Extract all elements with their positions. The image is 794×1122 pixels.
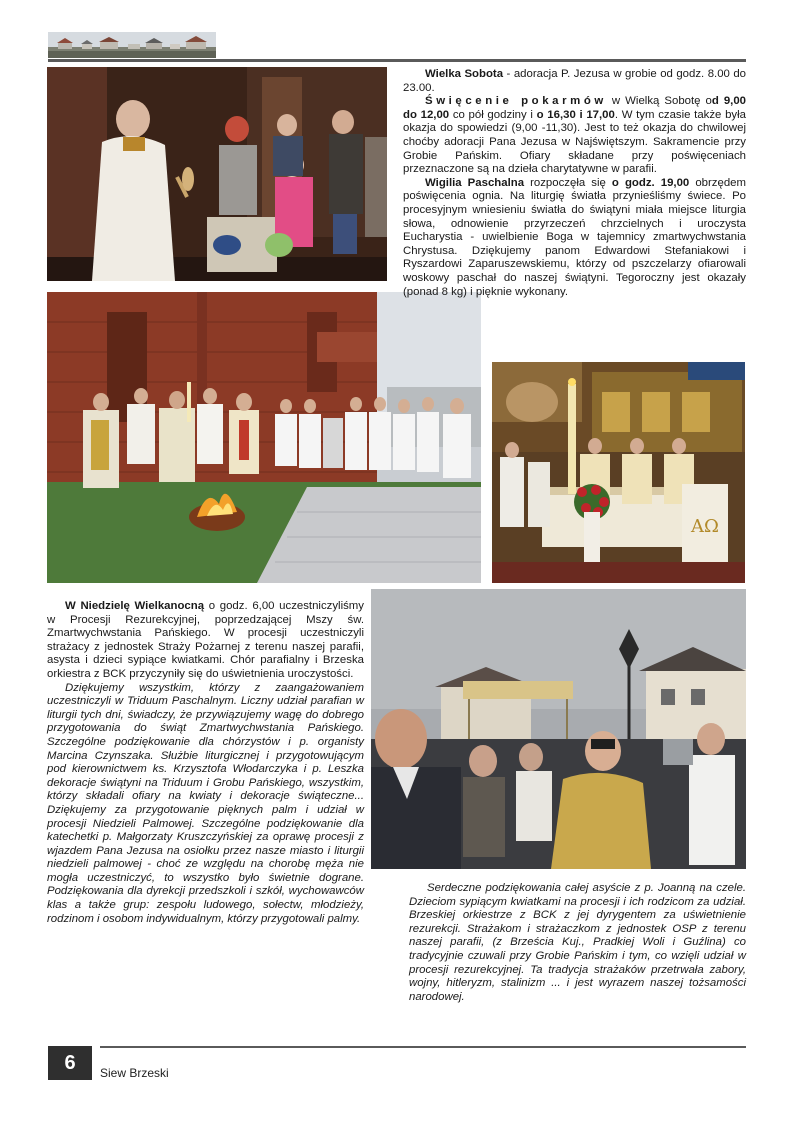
town-skyline-image bbox=[48, 32, 216, 58]
thanks-paragraph: Dziękujemy wszystkim, którzy z zaangażowaniem uczestniczyli w Triduum Paschalnym. Liczny udział parafian w liturgii tych dni, świadczy, że przywiązujemy wagę do dobrego przygotowania do świąt Zmartwychwstania Pańskiego. Szczególne podziękowanie dla chórzystów i p. organisty Marcina Czynszaka. Służbie liturgicznej i przygotowującym pod kierownictwem ks. Krzysztofa Włodarczyka i p. Leszka dekoracje świątyni na Triduum i Grobu Pańskiego, wszystkim, którzy składali ofiary na kwiaty i dekoracje świąteczne... Dziękujemy za przygotowanie pięknych palm i udział w procesji Niedzieli Palmowej. Szczególne podziękowanie dla katechetki p. Małgorzaty Kruszczyńskiej za oprawę procesji z wjazdem Pana Jezusa na osiołku przez nasze miasto i liturgii niedzieli palmowej - choć ze względu na chorobę męża nie mogła uczestniczyć, to wszystko było świetnie dograne. Podziękowania dla dyrekcji przedszkoli i szkół, wychowawców klas a także grup: zespołu ludowego, sołectw, młodzieży, rodzinom i osobom indywidualnym, którzy przygotowali palmy. bbox=[47, 681, 364, 925]
assistance-thanks-paragraph: Serdeczne podziękowania całej asyście z p. Joanną na czele. Dzieciom sypiącym kwiatkami na procesji i ich rodzicom za udział. Brzeskiej orkiestrze z BCK z jej dyrygentem za uświetnienie rezurekcji. Strażakom i strażaczkom z jednostek OSP z terenu naszej parafii, (z Brześcia Kuj., Pradkiej Woli i Guźlina) co tradycyjnie czuwali przy Grobie Pańskim i tym, co wzięli udział w procesji rezurekcyjnej. Ta tradycja strażaków przetrwała zabory, wojny, hitleryzm, stalinizm ... i jest wyrazem naszej tożsamości narodowej. bbox=[409, 882, 746, 1003]
holy-saturday-paragraph bbox=[403, 68, 746, 95]
food-blessing-paragraph bbox=[403, 95, 746, 177]
easter-vigil-heading: Wigilia Paschalna bbox=[425, 176, 525, 189]
easter-sunday-paragraph bbox=[47, 600, 364, 682]
easter-sunday-heading: W Niedzielę Wielkanocną bbox=[65, 600, 205, 612]
easter-vigil-text-a: rozpoczęła się bbox=[524, 176, 612, 189]
header-rule bbox=[48, 59, 746, 62]
easter-vigil-text-c: obrzędem poświęcenia ognia. Na liturgię światła przynieśliśmy świece. Po procesyjnym wniesieniu światła do świątyni miała miejsce liturgia słowa, odnowienie przyrzeczeń chrzcielnych i uroczysta Eucharystia - uwielbienie Boga w tajemnicy zmartwychwstania Chrystusa. Dziękujemy panom Edwardowi Stefaniakowi i Ryszardowi Zaparuszewskiemu, którzy od pszczelarzy ofiarowali woskowy paschał do naszej świątyni. Tegoroczny jest okazały (ponad 8 kg) i pięknie wykonany. bbox=[403, 176, 746, 298]
photo-easter-vigil-fire bbox=[47, 292, 481, 583]
easter-vigil-paragraph bbox=[403, 177, 746, 299]
easter-sunday-text: o godz. 6,00 uczestniczyliśmy w Procesji Rezurekcyjnej, poprzedzającej Mszy św. Zmartwychwstania Pańskiego. W procesji uczestniczyli strażacy z jednostek Straży Pożarnej z terenu naszej parafii, asysta i dzieci sypiące kwiatkami. Chór parafialny i Brzeska orkiestra z BCK przyczyniły się do uświetnienia uroczystości. bbox=[47, 600, 364, 680]
food-blessing-hours-a: d 9,00 do 12,00 bbox=[403, 95, 747, 121]
holy-saturday-heading: Wielka Sobota bbox=[425, 68, 504, 80]
svg-text:AΩ: AΩ bbox=[691, 516, 719, 537]
right-text-column bbox=[409, 882, 746, 1004]
photo-food-blessing bbox=[47, 67, 387, 281]
page-number: 6 bbox=[48, 1046, 92, 1080]
photo-procession bbox=[371, 589, 746, 869]
holy-saturday-text: - adoracja P. Jezusa w grobie od godz. 8.00 do 23.00. bbox=[403, 68, 747, 94]
header-thumbnail bbox=[48, 32, 216, 58]
food-blessing-hours-b: o 16,30 i 17,00 bbox=[536, 108, 615, 121]
food-blessing-heading: Święcenie pokarmów bbox=[425, 95, 607, 108]
top-text-column bbox=[403, 68, 746, 299]
food-blessing-text-a: w Wielką Sobotę o bbox=[606, 95, 712, 108]
left-text-column bbox=[47, 600, 364, 926]
photo-altar bbox=[492, 362, 745, 583]
magazine-title: Siew Brzeski bbox=[100, 1066, 169, 1080]
food-blessing-text-e: . W tym czasie także była okazja do spowiedzi (9,00 -11,30). Jest to też okazja do chwilowej choćby adoracji Pana Jezusa w Najświętszym. Sakramencie przy Grobie Pańskim. Ofiary składane przy poświęceniach przeznaczone są na dzieła charytatywne w parafii. bbox=[403, 108, 746, 176]
food-blessing-text-c: co pół godziny i bbox=[449, 108, 537, 121]
easter-vigil-time: o godz. 19,00 bbox=[611, 176, 690, 189]
footer-rule bbox=[100, 1046, 746, 1048]
